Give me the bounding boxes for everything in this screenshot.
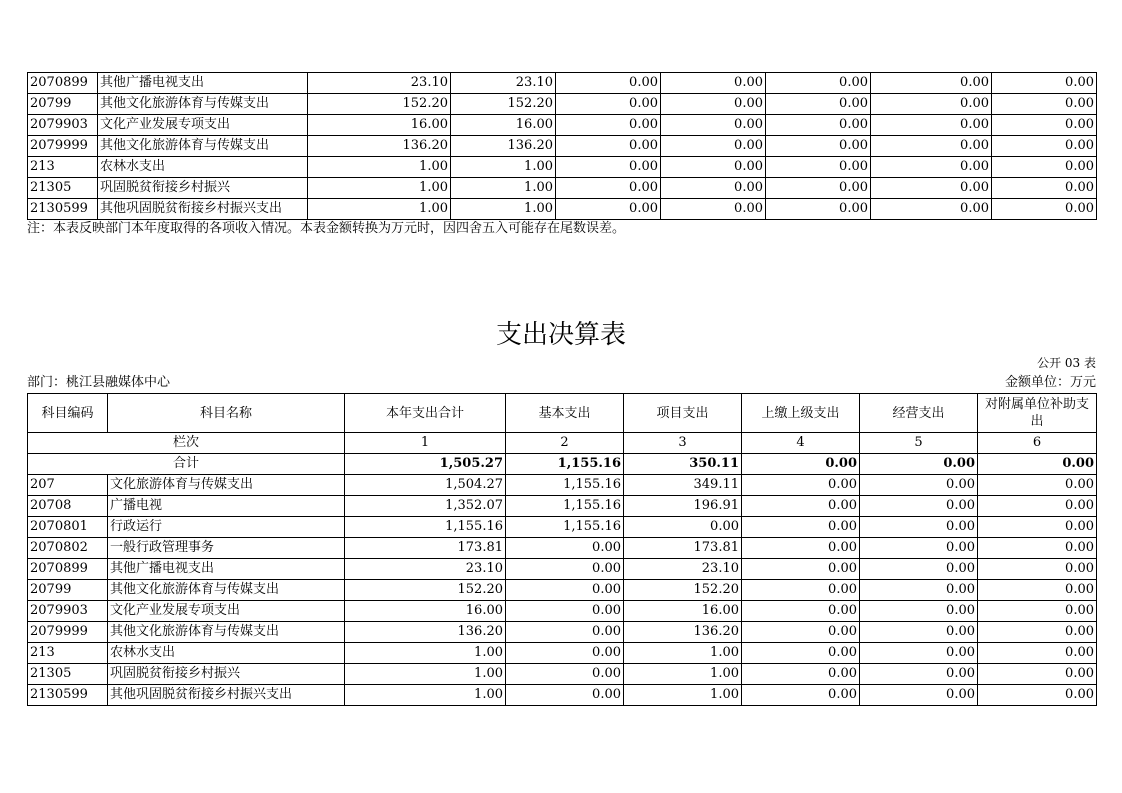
amount-cell: 1.00 — [308, 178, 451, 199]
amount-cell: 0.00 — [860, 643, 978, 664]
table-row — [28, 559, 1097, 580]
amount-cell: 0.00 — [992, 157, 1097, 178]
amount-cell: 23.10 — [308, 73, 451, 94]
amount-cell: 0.00 — [766, 178, 871, 199]
header-remit-superior: 上缴上级支出 — [742, 394, 860, 433]
amount-cell: 0.00 — [742, 559, 860, 580]
column-number: 3 — [624, 433, 742, 454]
amount-cell: 0.00 — [871, 178, 992, 199]
subject-name: 广播电视 — [108, 496, 345, 517]
amount-cell: 0.00 — [860, 601, 978, 622]
amount-cell: 16.00 — [345, 601, 506, 622]
amount-cell: 0.00 — [860, 685, 978, 706]
subject-code: 20799 — [28, 580, 108, 601]
amount-cell: 0.00 — [742, 685, 860, 706]
form-code: 公开 03 表 — [1037, 356, 1096, 370]
expenditure-table-body — [28, 433, 1097, 706]
subject-name: 其他巩固脱贫衔接乡村振兴支出 — [108, 685, 345, 706]
header-total-expenditure: 本年支出合计 — [345, 394, 506, 433]
table-row — [28, 517, 1097, 538]
amount-cell: 0.00 — [871, 199, 992, 220]
table-row — [28, 157, 1097, 178]
amount-cell: 0.00 — [992, 73, 1097, 94]
amount-cell: 1.00 — [345, 685, 506, 706]
total-value: 0.00 — [742, 454, 860, 475]
table-row — [28, 538, 1097, 559]
amount-cell: 152.20 — [451, 94, 556, 115]
amount-cell: 0.00 — [661, 94, 766, 115]
amount-cell: 0.00 — [978, 622, 1097, 643]
total-value: 350.11 — [624, 454, 742, 475]
amount-cell: 0.00 — [766, 136, 871, 157]
amount-cell: 0.00 — [860, 496, 978, 517]
amount-cell: 1.00 — [451, 157, 556, 178]
amount-cell: 0.00 — [871, 136, 992, 157]
amount-cell: 0.00 — [860, 538, 978, 559]
amount-cell: 0.00 — [871, 94, 992, 115]
amount-cell: 1,155.16 — [506, 517, 624, 538]
subject-code: 20708 — [28, 496, 108, 517]
subject-code: 213 — [28, 643, 108, 664]
amount-cell: 0.00 — [978, 643, 1097, 664]
amount-cell: 0.00 — [742, 580, 860, 601]
amount-cell: 0.00 — [506, 601, 624, 622]
amount-cell: 152.20 — [308, 94, 451, 115]
total-value: 0.00 — [860, 454, 978, 475]
amount-cell: 23.10 — [624, 559, 742, 580]
amount-cell: 0.00 — [766, 94, 871, 115]
amount-cell: 0.00 — [742, 664, 860, 685]
amount-cell: 23.10 — [451, 73, 556, 94]
income-table-continuation — [27, 72, 1097, 220]
amount-cell: 0.00 — [860, 664, 978, 685]
amount-cell: 16.00 — [451, 115, 556, 136]
subject-code: 20799 — [28, 94, 98, 115]
total-value: 1,155.16 — [506, 454, 624, 475]
table-row — [28, 496, 1097, 517]
amount-cell: 173.81 — [345, 538, 506, 559]
column-number-row — [28, 433, 1097, 454]
amount-cell: 0.00 — [556, 73, 661, 94]
subject-name: 文化旅游体育与传媒支出 — [108, 475, 345, 496]
column-number: 5 — [860, 433, 978, 454]
subject-name: 文化产业发展专项支出 — [108, 601, 345, 622]
amount-cell: 349.11 — [624, 475, 742, 496]
amount-cell: 1.00 — [345, 643, 506, 664]
amount-cell: 0.00 — [978, 685, 1097, 706]
amount-cell: 0.00 — [992, 115, 1097, 136]
table-row — [28, 136, 1097, 157]
amount-cell: 136.20 — [308, 136, 451, 157]
subject-name: 一般行政管理事务 — [108, 538, 345, 559]
amount-cell: 173.81 — [624, 538, 742, 559]
header-operating-expenditure: 经营支出 — [860, 394, 978, 433]
total-row — [28, 454, 1097, 475]
amount-cell: 0.00 — [978, 559, 1097, 580]
subject-code: 2070899 — [28, 559, 108, 580]
amount-cell: 0.00 — [742, 601, 860, 622]
amount-cell: 0.00 — [860, 580, 978, 601]
subject-name: 其他文化旅游体育与传媒支出 — [98, 136, 308, 157]
amount-cell: 0.00 — [766, 115, 871, 136]
amount-cell: 23.10 — [345, 559, 506, 580]
income-table-body — [28, 73, 1097, 220]
amount-cell: 0.00 — [556, 115, 661, 136]
table-row — [28, 475, 1097, 496]
subject-name: 其他广播电视支出 — [108, 559, 345, 580]
amount-cell: 1.00 — [451, 199, 556, 220]
subject-code: 2079999 — [28, 136, 98, 157]
table-footnote: 注：本表反映部门本年度取得的各项收入情况。本表金额转换为万元时，因四舍五入可能存在尾数误差。 — [27, 221, 626, 236]
expenditure-table — [27, 393, 1097, 706]
amount-cell: 0.00 — [556, 199, 661, 220]
amount-cell: 0.00 — [978, 664, 1097, 685]
amount-cell: 152.20 — [624, 580, 742, 601]
amount-cell: 0.00 — [978, 580, 1097, 601]
table-row — [28, 601, 1097, 622]
table-row — [28, 664, 1097, 685]
header-project-expenditure: 项目支出 — [624, 394, 742, 433]
amount-cell: 0.00 — [506, 643, 624, 664]
amount-cell: 0.00 — [556, 136, 661, 157]
subject-code: 213 — [28, 157, 98, 178]
amount-cell: 0.00 — [556, 178, 661, 199]
header-basic-expenditure: 基本支出 — [506, 394, 624, 433]
amount-cell: 0.00 — [742, 643, 860, 664]
column-number: 6 — [978, 433, 1097, 454]
header-row — [28, 394, 1097, 433]
amount-cell: 0.00 — [992, 136, 1097, 157]
subject-code: 2079903 — [28, 601, 108, 622]
amount-cell: 0.00 — [742, 538, 860, 559]
subject-code: 2070802 — [28, 538, 108, 559]
header-subsidiary-subsidy: 对附属单位补助支出 — [978, 394, 1097, 433]
amount-cell: 1,155.16 — [506, 496, 624, 517]
subject-code: 207 — [28, 475, 108, 496]
amount-cell: 0.00 — [978, 475, 1097, 496]
amount-cell: 136.20 — [451, 136, 556, 157]
amount-cell: 0.00 — [624, 517, 742, 538]
amount-unit-label: 金额单位：万元 — [1004, 375, 1096, 390]
table-row — [28, 178, 1097, 199]
column-number: 1 — [345, 433, 506, 454]
subject-name: 其他文化旅游体育与传媒支出 — [98, 94, 308, 115]
amount-cell: 0.00 — [860, 517, 978, 538]
amount-cell: 0.00 — [661, 199, 766, 220]
amount-cell: 1,155.16 — [506, 475, 624, 496]
table-row — [28, 199, 1097, 220]
amount-cell: 0.00 — [661, 136, 766, 157]
subject-name: 其他文化旅游体育与传媒支出 — [108, 580, 345, 601]
amount-cell: 152.20 — [345, 580, 506, 601]
subject-name: 农林水支出 — [108, 643, 345, 664]
subject-name: 行政运行 — [108, 517, 345, 538]
amount-cell: 0.00 — [766, 199, 871, 220]
amount-cell: 0.00 — [992, 94, 1097, 115]
amount-cell: 1.00 — [624, 643, 742, 664]
subject-name: 文化产业发展专项支出 — [98, 115, 308, 136]
subject-name: 农林水支出 — [98, 157, 308, 178]
column-number: 2 — [506, 433, 624, 454]
amount-cell: 0.00 — [766, 73, 871, 94]
table-row — [28, 115, 1097, 136]
amount-cell: 0.00 — [871, 157, 992, 178]
amount-cell: 0.00 — [992, 178, 1097, 199]
amount-cell: 1.00 — [308, 157, 451, 178]
amount-cell: 1.00 — [308, 199, 451, 220]
header-subject-code: 科目编码 — [28, 394, 108, 433]
subject-name: 巩固脱贫衔接乡村振兴 — [98, 178, 308, 199]
header-subject-name: 科目名称 — [108, 394, 345, 433]
amount-cell: 1.00 — [345, 664, 506, 685]
subject-name: 其他巩固脱贫衔接乡村振兴支出 — [98, 199, 308, 220]
table-row — [28, 685, 1097, 706]
subject-code: 2130599 — [28, 199, 98, 220]
amount-cell: 0.00 — [978, 517, 1097, 538]
amount-cell: 0.00 — [978, 601, 1097, 622]
subject-code: 2130599 — [28, 685, 108, 706]
amount-cell: 1.00 — [451, 178, 556, 199]
column-number: 4 — [742, 433, 860, 454]
amount-cell: 0.00 — [506, 622, 624, 643]
amount-cell: 0.00 — [978, 538, 1097, 559]
amount-cell: 0.00 — [506, 580, 624, 601]
subject-code: 2070899 — [28, 73, 98, 94]
amount-cell: 0.00 — [556, 94, 661, 115]
amount-cell: 0.00 — [506, 685, 624, 706]
amount-cell: 136.20 — [345, 622, 506, 643]
amount-cell: 0.00 — [860, 559, 978, 580]
total-label: 合计 — [28, 454, 345, 475]
amount-cell: 0.00 — [506, 559, 624, 580]
amount-cell: 0.00 — [871, 115, 992, 136]
table-row — [28, 580, 1097, 601]
amount-cell: 0.00 — [978, 496, 1097, 517]
amount-cell: 0.00 — [661, 115, 766, 136]
amount-cell: 196.91 — [624, 496, 742, 517]
amount-cell: 16.00 — [624, 601, 742, 622]
amount-cell: 0.00 — [742, 622, 860, 643]
subject-code: 21305 — [28, 664, 108, 685]
total-value: 0.00 — [978, 454, 1097, 475]
total-value: 1,505.27 — [345, 454, 506, 475]
amount-cell: 0.00 — [992, 199, 1097, 220]
amount-cell: 1,352.07 — [345, 496, 506, 517]
amount-cell: 1.00 — [624, 685, 742, 706]
amount-cell: 0.00 — [506, 538, 624, 559]
amount-cell: 16.00 — [308, 115, 451, 136]
page-title: 支出决算表 — [495, 320, 626, 350]
amount-cell: 0.00 — [556, 157, 661, 178]
table-row — [28, 622, 1097, 643]
amount-cell: 136.20 — [624, 622, 742, 643]
amount-cell: 1,155.16 — [345, 517, 506, 538]
subject-name: 巩固脱贫衔接乡村振兴 — [108, 664, 345, 685]
subject-name: 其他广播电视支出 — [98, 73, 308, 94]
table-row — [28, 73, 1097, 94]
subject-code: 2079903 — [28, 115, 98, 136]
table-row — [28, 94, 1097, 115]
amount-cell: 0.00 — [871, 73, 992, 94]
amount-cell: 0.00 — [506, 664, 624, 685]
amount-cell: 1.00 — [624, 664, 742, 685]
column-label: 栏次 — [28, 433, 345, 454]
amount-cell: 0.00 — [661, 178, 766, 199]
amount-cell: 0.00 — [742, 517, 860, 538]
table-row — [28, 643, 1097, 664]
subject-name: 其他文化旅游体育与传媒支出 — [108, 622, 345, 643]
amount-cell: 1,504.27 — [345, 475, 506, 496]
amount-cell: 0.00 — [860, 622, 978, 643]
amount-cell: 0.00 — [766, 157, 871, 178]
subject-code: 2070801 — [28, 517, 108, 538]
amount-cell: 0.00 — [742, 496, 860, 517]
amount-cell: 0.00 — [661, 157, 766, 178]
amount-cell: 0.00 — [742, 475, 860, 496]
amount-cell: 0.00 — [661, 73, 766, 94]
amount-cell: 0.00 — [860, 475, 978, 496]
department-label: 部门：桃江县融媒体中心 — [27, 375, 171, 390]
subject-code: 2079999 — [28, 622, 108, 643]
subject-code: 21305 — [28, 178, 98, 199]
